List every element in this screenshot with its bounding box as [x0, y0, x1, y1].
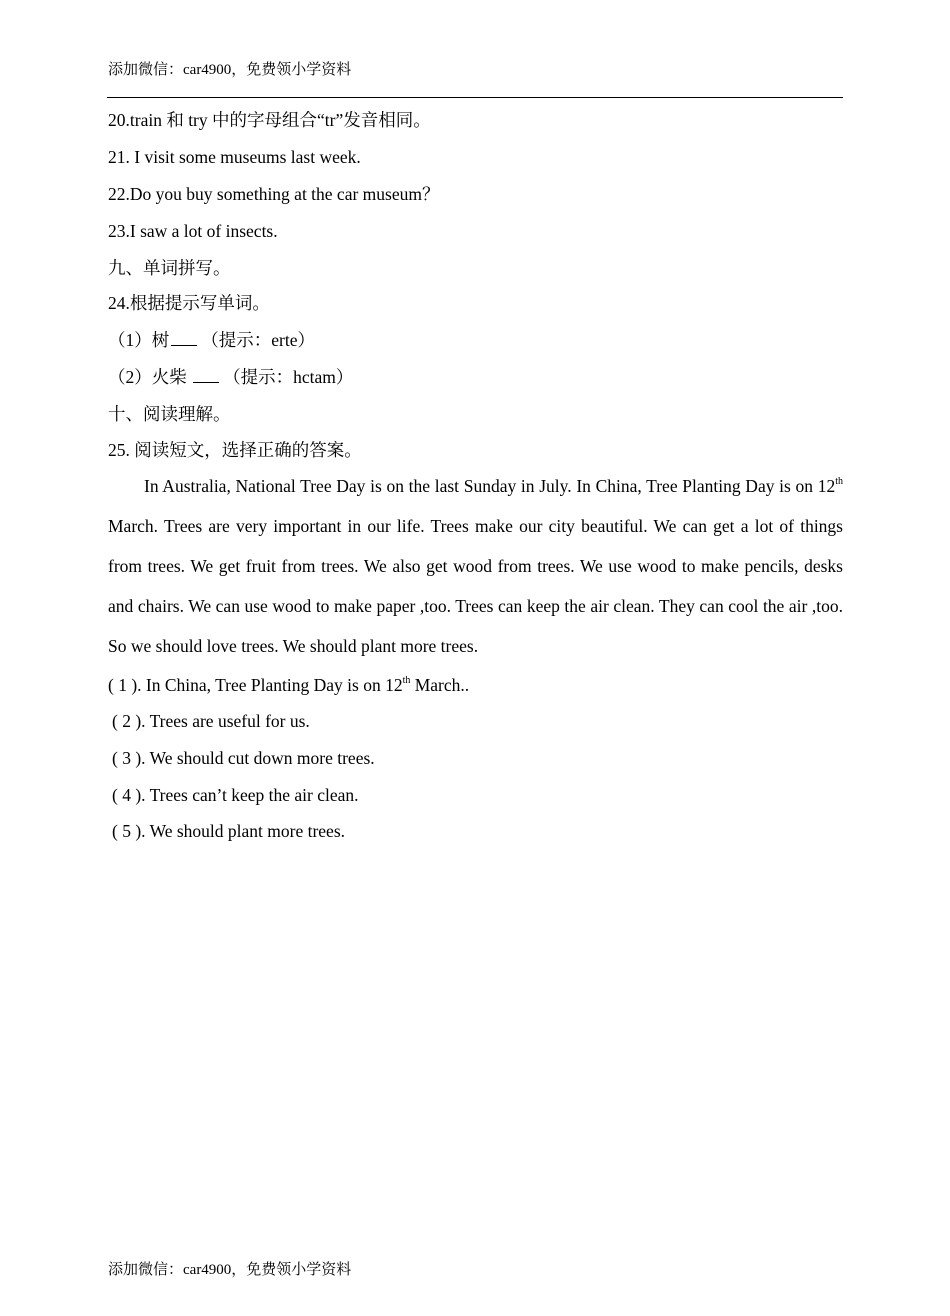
question-20: 20.train 和 try 中的字母组合“tr”发音相同。 — [108, 110, 431, 130]
question-21: 21. I visit some museums last week. — [108, 147, 361, 167]
statement-4: ( 4 ). Trees can’t keep the air clean. — [112, 785, 359, 805]
header-divider — [107, 97, 843, 98]
spelling-item-2-hint: （提示：hctam） — [223, 367, 354, 387]
question-24: 24.根据提示写单词。 — [108, 293, 270, 313]
question-22: 22.Do you buy something at the car museum？ — [108, 184, 440, 204]
spelling-item-2-prefix: （2）火柴 — [108, 367, 192, 387]
spelling-item-1 — [108, 329, 315, 351]
question-25: 25. 阅读短文，选择正确的答案。 — [108, 440, 362, 460]
reading-passage — [108, 466, 843, 666]
statement-1-sup: th — [402, 675, 411, 686]
answer-blank-1[interactable] — [171, 329, 197, 346]
statement-5: ( 5 ). We should plant more trees. — [112, 821, 346, 841]
statement-1 — [108, 674, 469, 696]
spelling-item-2 — [108, 366, 353, 388]
section-9-title: 九、单词拼写。 — [108, 258, 231, 278]
question-23: 23.I saw a lot of insects. — [108, 221, 278, 241]
passage-superscript: th — [835, 476, 843, 487]
spelling-item-1-prefix: （1）树 — [108, 330, 170, 350]
spelling-item-1-hint: （提示：erte） — [201, 330, 315, 350]
statement-3: ( 3 ). We should cut down more trees. — [112, 748, 375, 768]
section-10-title: 十、阅读理解。 — [108, 404, 231, 424]
passage-part-2: March. Trees are very important in our life. Trees make our city beautiful. We can get a lot of things from trees. We get fruit from trees. We also get wood from trees. We use wood to make pencils, desks and chairs. We can use wood to make paper ,too. Trees can keep the air clean. They can cool the air ,too. So we should love trees. We should plant more trees. — [108, 516, 843, 656]
header-text: 添加微信：car4900，免费领小学资料 — [108, 62, 352, 78]
statement-1-pre: ( 1 ). In China, Tree Planting Day is on 12 — [108, 675, 403, 695]
statement-2: ( 2 ). Trees are useful for us. — [112, 711, 310, 731]
statement-1-post: March.. — [410, 675, 470, 695]
page-footer: 添加微信：car4900，免费领小学资料 — [108, 1262, 352, 1278]
passage-part-1: In Australia, National Tree Day is on the last Sunday in July. In China, Tree Planting Day is on 12 — [144, 476, 836, 496]
answer-blank-2[interactable] — [193, 366, 219, 383]
